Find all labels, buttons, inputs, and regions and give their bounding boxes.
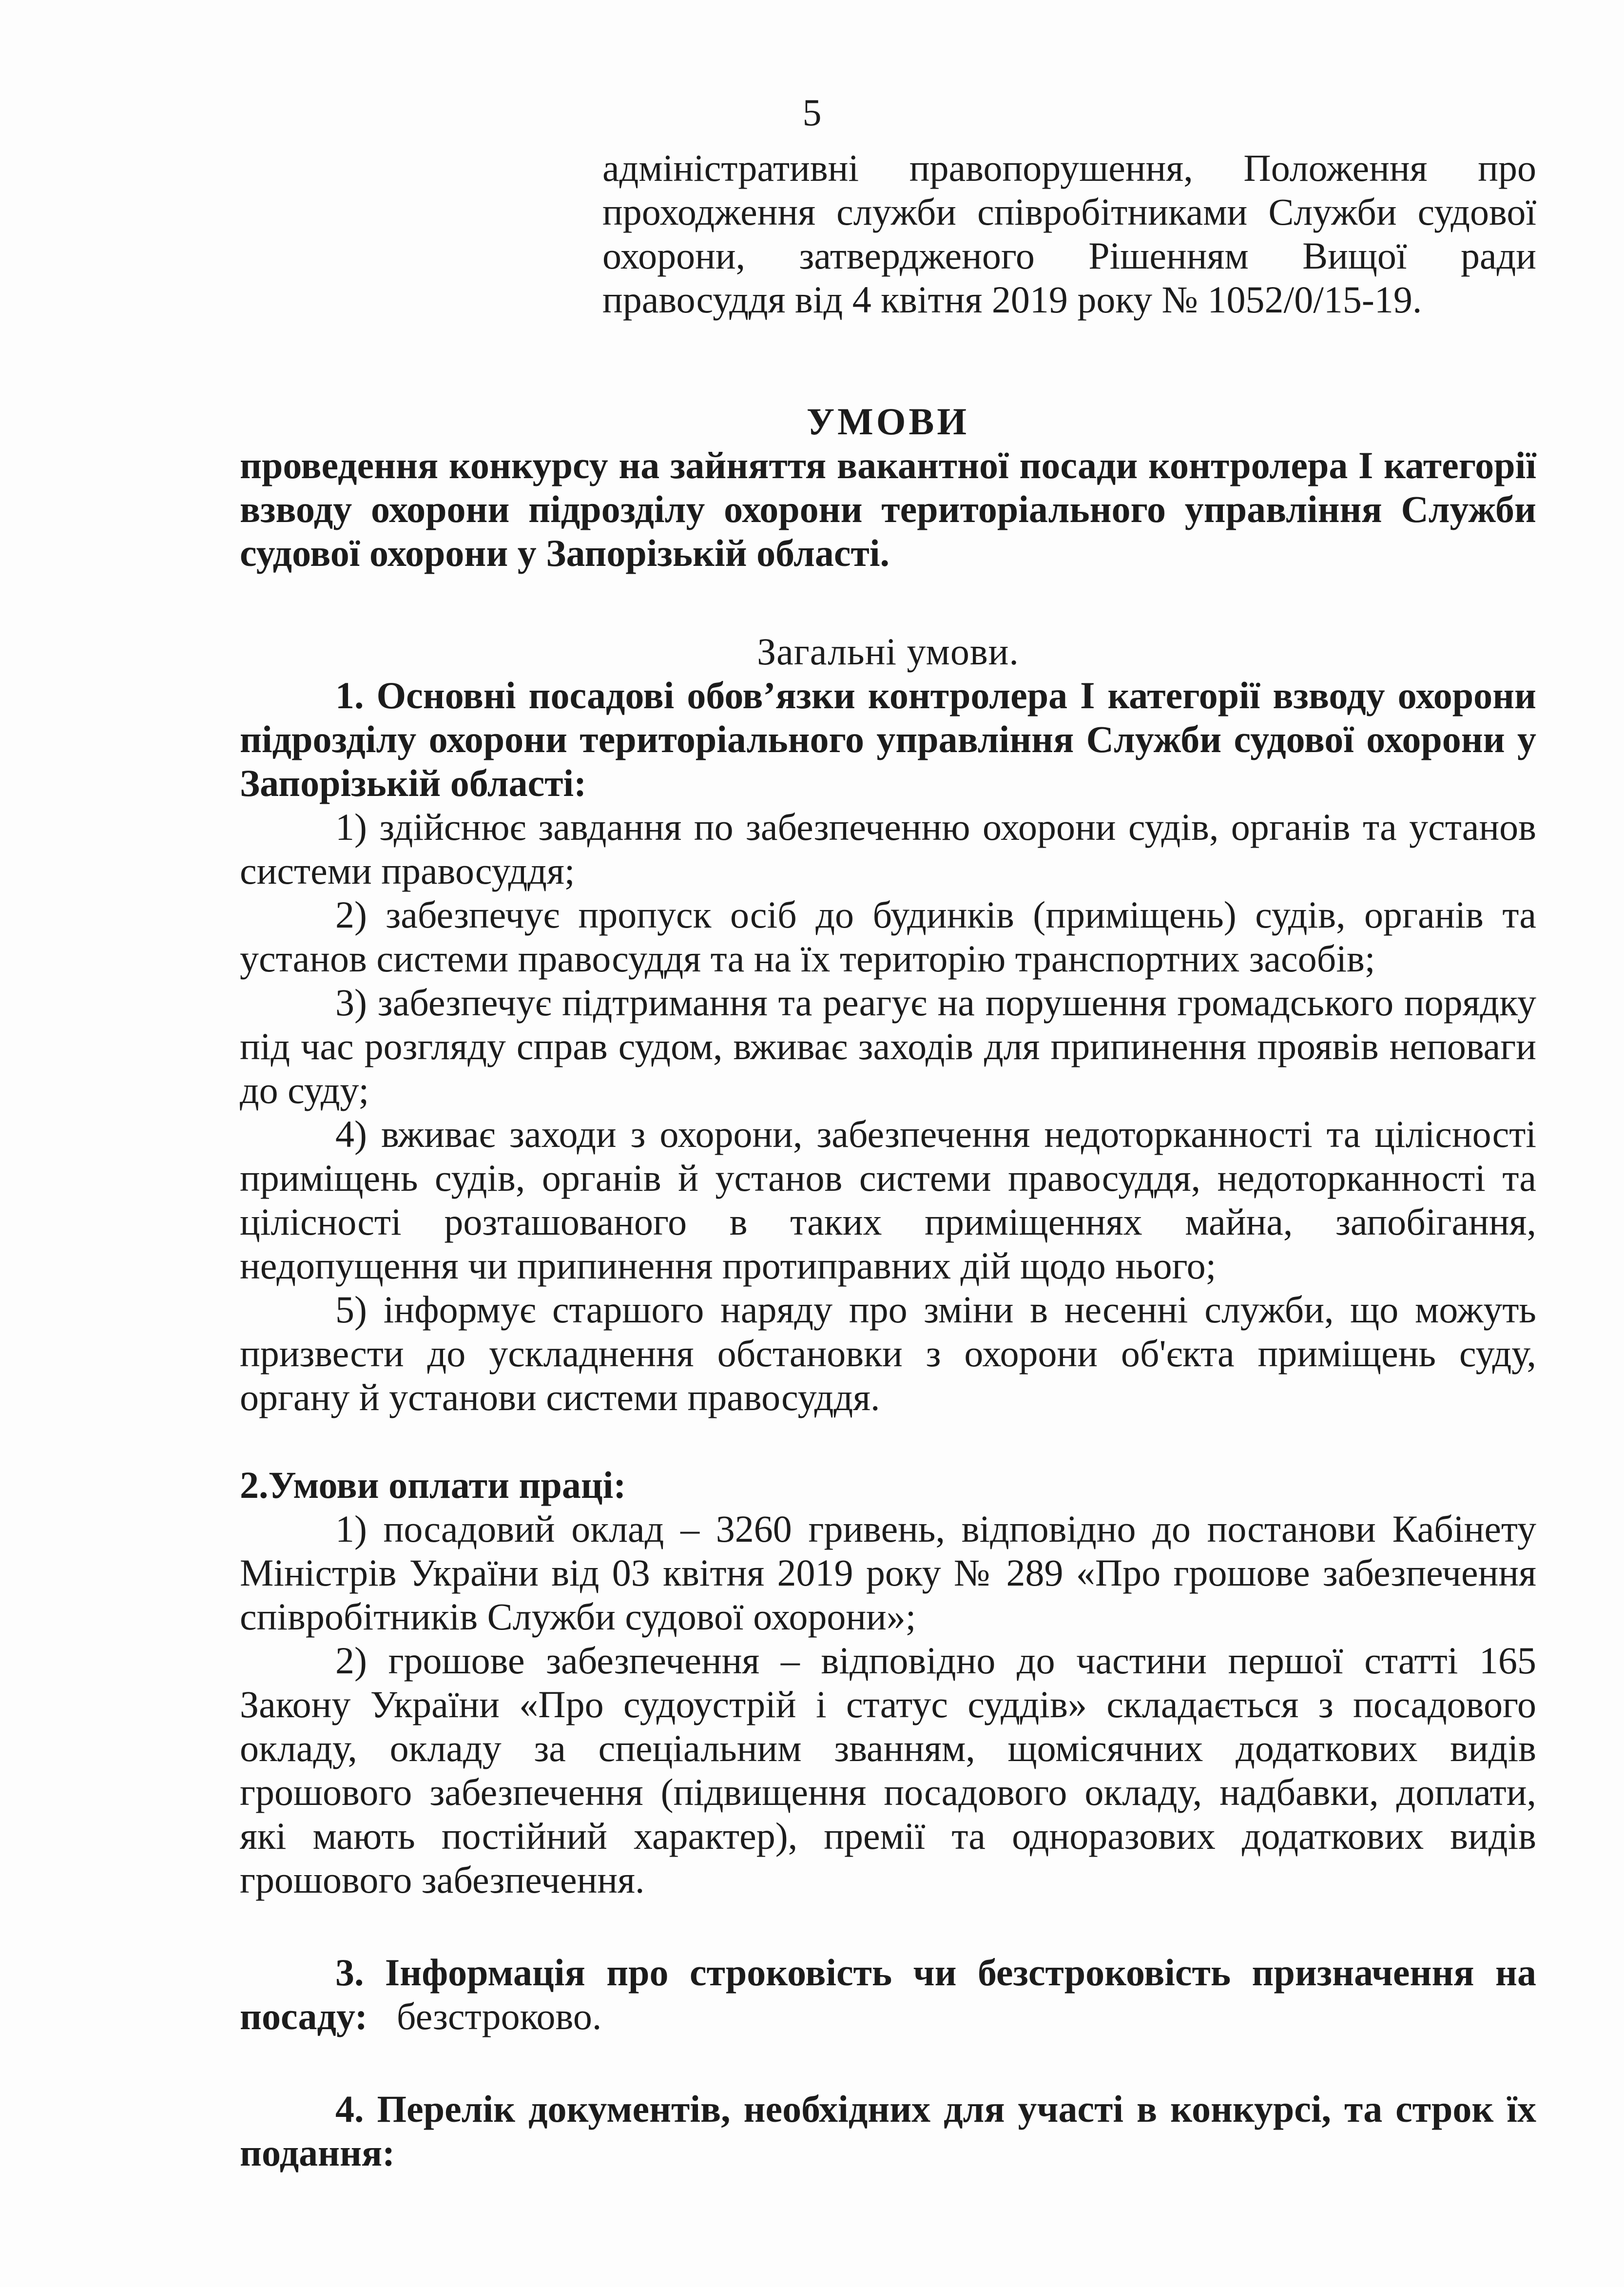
- general-conditions-heading: Загальні умови.: [757, 630, 1019, 673]
- page-number: 5: [802, 91, 822, 134]
- section-2-heading: 2.Умови оплати праці:: [240, 1464, 626, 1506]
- document-title: УМОВИ: [806, 400, 970, 443]
- section-1-item-4: 4) вживає заходи з охорони, забезпечення недоторканності та цілісності приміщень судів, органів й установ системи правосуддя, недоторканності та цілісності розташованого в таких приміщеннях майна, запобігання, недопущення чи припинення протиправних дій щодо нього;: [240, 1113, 1536, 1287]
- document-body: [240, 400, 1536, 2175]
- section-1-item-5: 5) інформує старшого наряду про зміни в несенні служби, що можуть призвести до ускладнення обстановки з охорони об'єкта приміщень суду, органу й установи системи правосуддя.: [240, 1288, 1536, 1418]
- section-4-heading: 4. Перелік документів, необхідних для участі в конкурсі, та строк їх подання:: [240, 2088, 1536, 2174]
- section-1-item-2: 2) забезпечує пропуск осіб до будинків (приміщень) судів, органів та установ системи правосуддя та на їх територію транспортних засобів;: [240, 893, 1536, 980]
- section-3-heading: 3. Інформація про строковість чи безстроковість призначення на посаду:: [240, 1951, 1536, 2037]
- section-2-item-1: 1) посадовий оклад – 3260 гривень, відповідно до постанови Кабінету Міністрів України від 03 квітня 2019 року № 289 «Про грошове забезпечення співробітників Служби судової охорони»;: [240, 1508, 1536, 1638]
- section-3: [240, 1951, 1536, 2038]
- section-1-heading: 1. Основні посадові обов’язки контролера І категорії взводу охорони підрозділу охорони територіального управління Служби судової охорони у Запорізькій області:: [240, 674, 1536, 804]
- section-2-item-2: 2) грошове забезпечення – відповідно до частини першої статті 165 Закону України «Про судоустрій і статус суддів» складається з посадового окладу, окладу за спеціальним званням, щомісячних додаткових видів грошового забезпечення (підвищення посадового окладу, надбавки, доплати, які мають постійний характер), премії та одноразових додаткових видів грошового забезпечення.: [240, 1639, 1536, 1901]
- section-3-value: безстроково.: [396, 1995, 602, 2037]
- continuation-paragraph: адміністративні правопорушення, Положення про проходження служби співробітниками Служби судової охорони, затвердженого Рішенням Вищої ради правосуддя від 4 квітня 2019 року № 1052/0/15-19.: [602, 147, 1536, 321]
- section-1-item-1: 1) здійснює завдання по забезпеченню охорони судів, органів та установ системи правосуддя;: [240, 806, 1536, 892]
- section-1-item-3: 3) забезпечує підтримання та реагує на порушення громадського порядку під час розгляду справ судом, вживає заходів для припинення проявів неповаги до суду;: [240, 981, 1536, 1111]
- document-subtitle: проведення конкурсу на зайняття вакантної посади контролера І категорії взводу охорони підрозділу охорони територіального управління Служби судової охорони у Запорізькій області.: [240, 444, 1536, 574]
